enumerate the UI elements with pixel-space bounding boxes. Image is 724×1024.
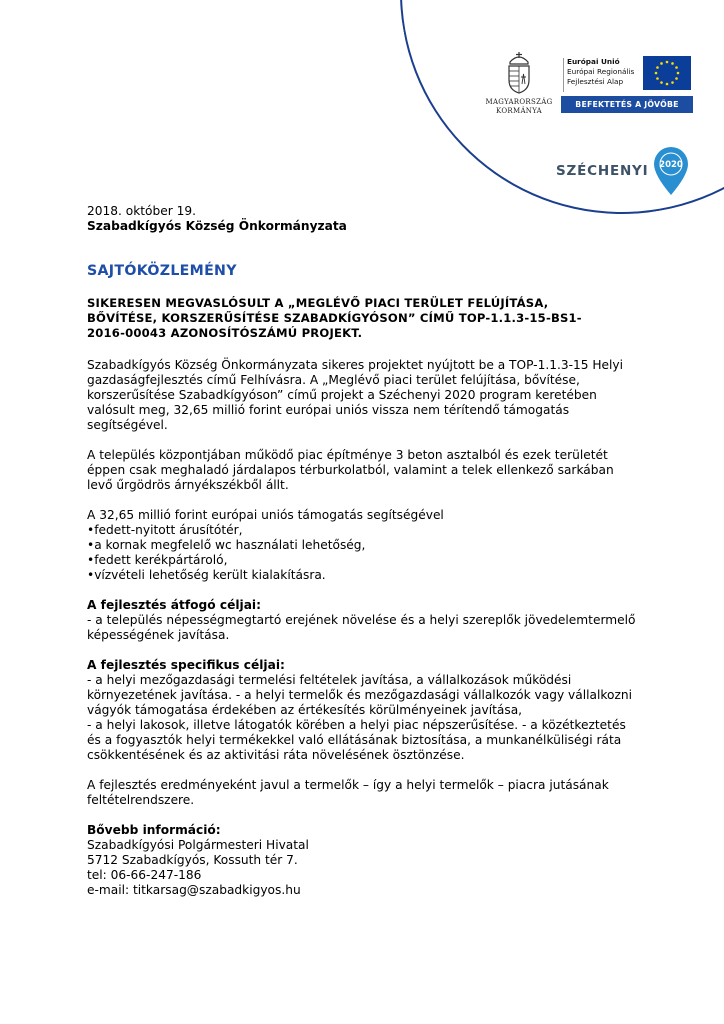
organization-name: Szabadkígyós Község Önkormányzata — [87, 219, 347, 233]
eu-star-icon — [656, 77, 659, 80]
eu-star-icon — [675, 77, 678, 80]
support-list — [87, 523, 638, 583]
intro-paragraph: Szabadkígyós Község Önkormányzata sikeres projektet nyújtott be a TOP-1.1.3-15 Helyi gazdaságfejlesztés című Felhívásra. A „Meglévő piaci terület felújítása, bővítése, korszerűsítése Szabadkígyóson” című projekt a Széchenyi 2020 program keretében valósult meg, 32,65 millió forint európai uniós vissza nem térítendő támogatás segítségével. — [87, 358, 624, 432]
eu-star-icon — [671, 81, 674, 84]
overall-goals-section: A fejlesztés átfogó céljai: - a település népességmegtartó erejének növelése és a helyi szereplők jövedelemtermelő képességének javítása. — [87, 598, 638, 643]
project-title-line: SIKERESEN MEGVASLÓSULT A „MEGLÉVŐ PIACI TERÜLET FELÚJÍTÁSA, — [87, 296, 549, 310]
szechenyi-year: 2020 — [659, 160, 684, 170]
list-item: •a kornak megfelelő wc használati lehetőség, — [87, 538, 366, 552]
project-title-line: BŐVÍTÉSE, KORSZERŰSÍTÉSE SZABADKÍGYÓSON” CÍMŰ TOP-1.1.3-15-BS1- — [87, 311, 582, 325]
contact-address: 5712 Szabadkígyós, Kossuth tér 7. — [87, 853, 298, 867]
overall-goals-heading: A fejlesztés átfogó céljai: — [87, 598, 261, 612]
eu-fund-line1: Európai Regionális — [567, 67, 635, 76]
eu-star-icon — [656, 66, 659, 69]
szechenyi-word: SZÉCHENYI — [556, 163, 649, 179]
eu-star-icon — [677, 72, 680, 75]
press-release — [87, 204, 638, 913]
map-pin-icon — [652, 145, 690, 197]
eu-fund-line2: Fejlesztési Alap — [567, 77, 624, 86]
contact-phone: tel: 06-66-247-186 — [87, 868, 202, 882]
eu-flag-icon — [643, 56, 691, 90]
press-title: SAJTÓKÖZLEMÉNY — [87, 263, 237, 279]
coat-of-arms-icon — [502, 50, 536, 94]
contact-heading: Bővebb információ: — [87, 823, 221, 837]
list-item: •fedett-nyitott árusítótér, — [87, 523, 243, 537]
eu-name: Európai Unió — [567, 57, 620, 66]
eu-star-icon — [671, 62, 674, 65]
project-title-line: 2016-00043 AZONOSÍTÓSZÁMÚ PROJEKT. — [87, 326, 363, 340]
result-paragraph: A fejlesztés eredményeként javul a termelők – így a helyi termelők – piacra jutásának feltételrendszere. — [87, 778, 609, 807]
contact-email: e-mail: titkarsag@szabadkigyos.hu — [87, 883, 301, 897]
eu-star-icon — [660, 62, 663, 65]
invest-badge: BEFEKTETÉS A JÖVŐBE — [561, 96, 693, 113]
eu-star-icon — [660, 81, 663, 84]
eu-star-icon — [655, 72, 658, 75]
eu-star-icon — [675, 66, 678, 69]
support-intro: A 32,65 millió forint európai uniós támogatás segítségével — [87, 508, 444, 522]
support-section — [87, 508, 638, 583]
list-item: •vízvételi lehetőség került kialakításra. — [87, 568, 326, 582]
eu-logo — [561, 56, 693, 113]
eu-star-icon — [666, 83, 669, 86]
release-date: 2018. október 19. — [87, 204, 197, 218]
specific-goals-section: A fejlesztés specifikus céljai: - a helyi mezőgazdasági termelési feltételek javítása, a vállalkozások működési környezetének javítása. - a helyi termelők és mezőgazdasági vállalkozók vagy vállalkozni vágyók támogatása érdekében az értékesítés körülményeinek javítása, - a helyi lakosok, illetve látogatók körében a helyi piac népszerűsítése. - a közétkeztetés és a fogyasztók helyi termékekkel való ellátásának biztosítása, a munkanélküliségi ráta csökkentésének és az aktivitási ráta növelésének ösztönzése. — [87, 658, 638, 763]
specific-goals-heading: A fejlesztés specifikus céljai: — [87, 658, 285, 672]
eu-star-icon — [666, 61, 669, 64]
government-name: MAGYARORSZÁG KORMÁNYA — [485, 98, 553, 115]
list-item: •fedett kerékpártároló, — [87, 553, 228, 567]
szechenyi-logo — [556, 145, 690, 197]
contact-section — [87, 823, 638, 898]
contact-office: Szabadkígyósi Polgármesteri Hivatal — [87, 838, 309, 852]
background-paragraph: A település központjában működő piac építménye 3 beton asztalból és ezek területét éppen csak meghaladó járdalapos térburkolatból, valamint a telek ellenkező sarkában levő űrgödrös árnyékszékből állt. — [87, 448, 614, 492]
government-logo — [484, 50, 554, 116]
project-title — [87, 296, 638, 341]
